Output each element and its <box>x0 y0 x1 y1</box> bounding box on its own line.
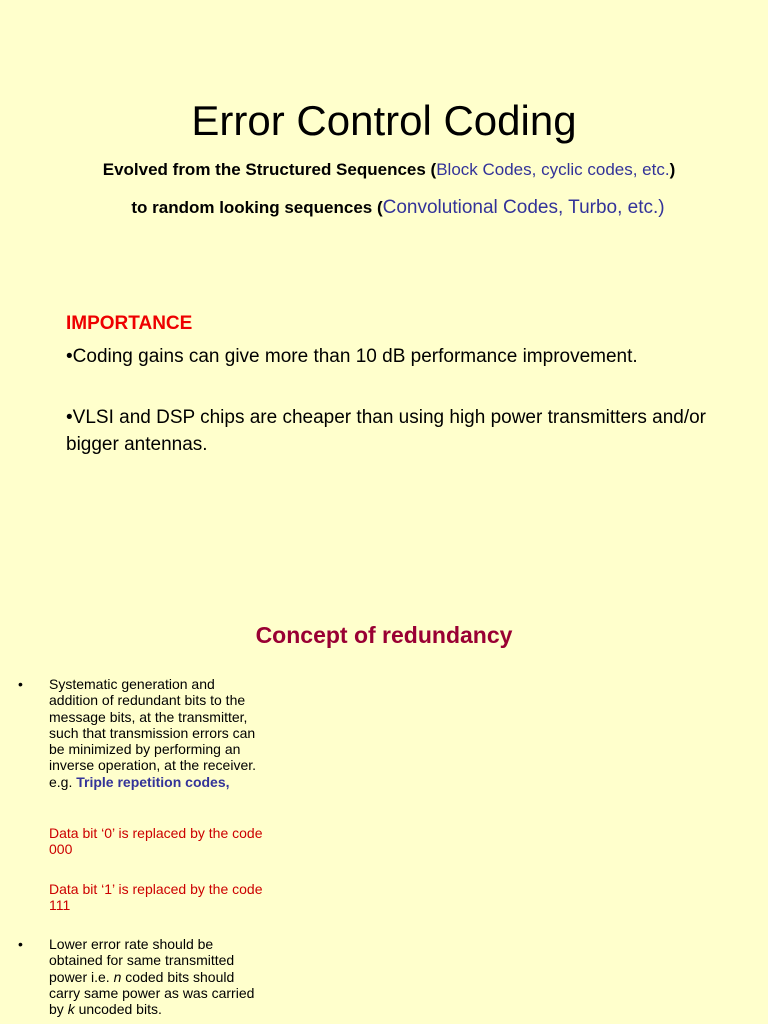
concept-item-1-body: Systematic generation and addition of redundant bits to the message bits, at the transmitter, such that transmission errors can be minimized by performing an inverse operation, at the receiver. e.g. <box>49 676 257 790</box>
concept-item-2-part3: uncoded bits. <box>74 1001 162 1018</box>
subtitle-line-1 <box>5 159 768 181</box>
slide-title: Error Control Coding <box>191 97 577 144</box>
concept-item-1-highlight: Triple repetition codes, <box>76 773 230 790</box>
subtitle-2-prefix: to random looking sequences ( <box>131 198 383 217</box>
concept-item-1 <box>18 676 268 790</box>
concept-item-1-text <box>49 676 264 790</box>
bullet-dot-2: • <box>18 936 23 952</box>
importance-bullet-1: •Coding gains can give more than 10 dB performance improvement. <box>66 346 638 367</box>
concept-note-2: Data bit ‘1’ is replaced by the code 111 <box>49 881 263 914</box>
concept-item-2-part2: coded bits should carry same power as was carried by <box>49 968 255 1018</box>
concept-item-2 <box>18 936 268 1017</box>
bullet-dot-1: • <box>18 676 23 692</box>
subtitle-1-highlight: Block Codes, cyclic codes, etc. <box>436 160 670 179</box>
concept-item-2-var-k: k <box>67 1001 75 1018</box>
concept-item-2-part1: Lower error rate should be obtained for same transmitted power i.e. <box>49 936 235 985</box>
concept-item-2-var-n: n <box>113 968 122 985</box>
concept-note-1: Data bit ‘0’ is replaced by the code 000 <box>49 825 263 858</box>
concept-item-2-text <box>49 936 264 1017</box>
subtitle-line-2 <box>14 197 768 219</box>
subtitle-1-prefix: Evolved from the Structured Sequences ( <box>102 160 437 179</box>
importance-heading: IMPORTANCE <box>66 313 193 334</box>
subtitle-1-suffix: ) <box>669 160 676 179</box>
subtitle-2-highlight: Convolutional Codes, Turbo, etc.) <box>382 197 665 218</box>
concept-heading: Concept of redundancy <box>255 622 513 648</box>
importance-bullet-2: •VLSI and DSP chips are cheaper than using high power transmitters and/or bigger antennas. <box>66 407 706 455</box>
